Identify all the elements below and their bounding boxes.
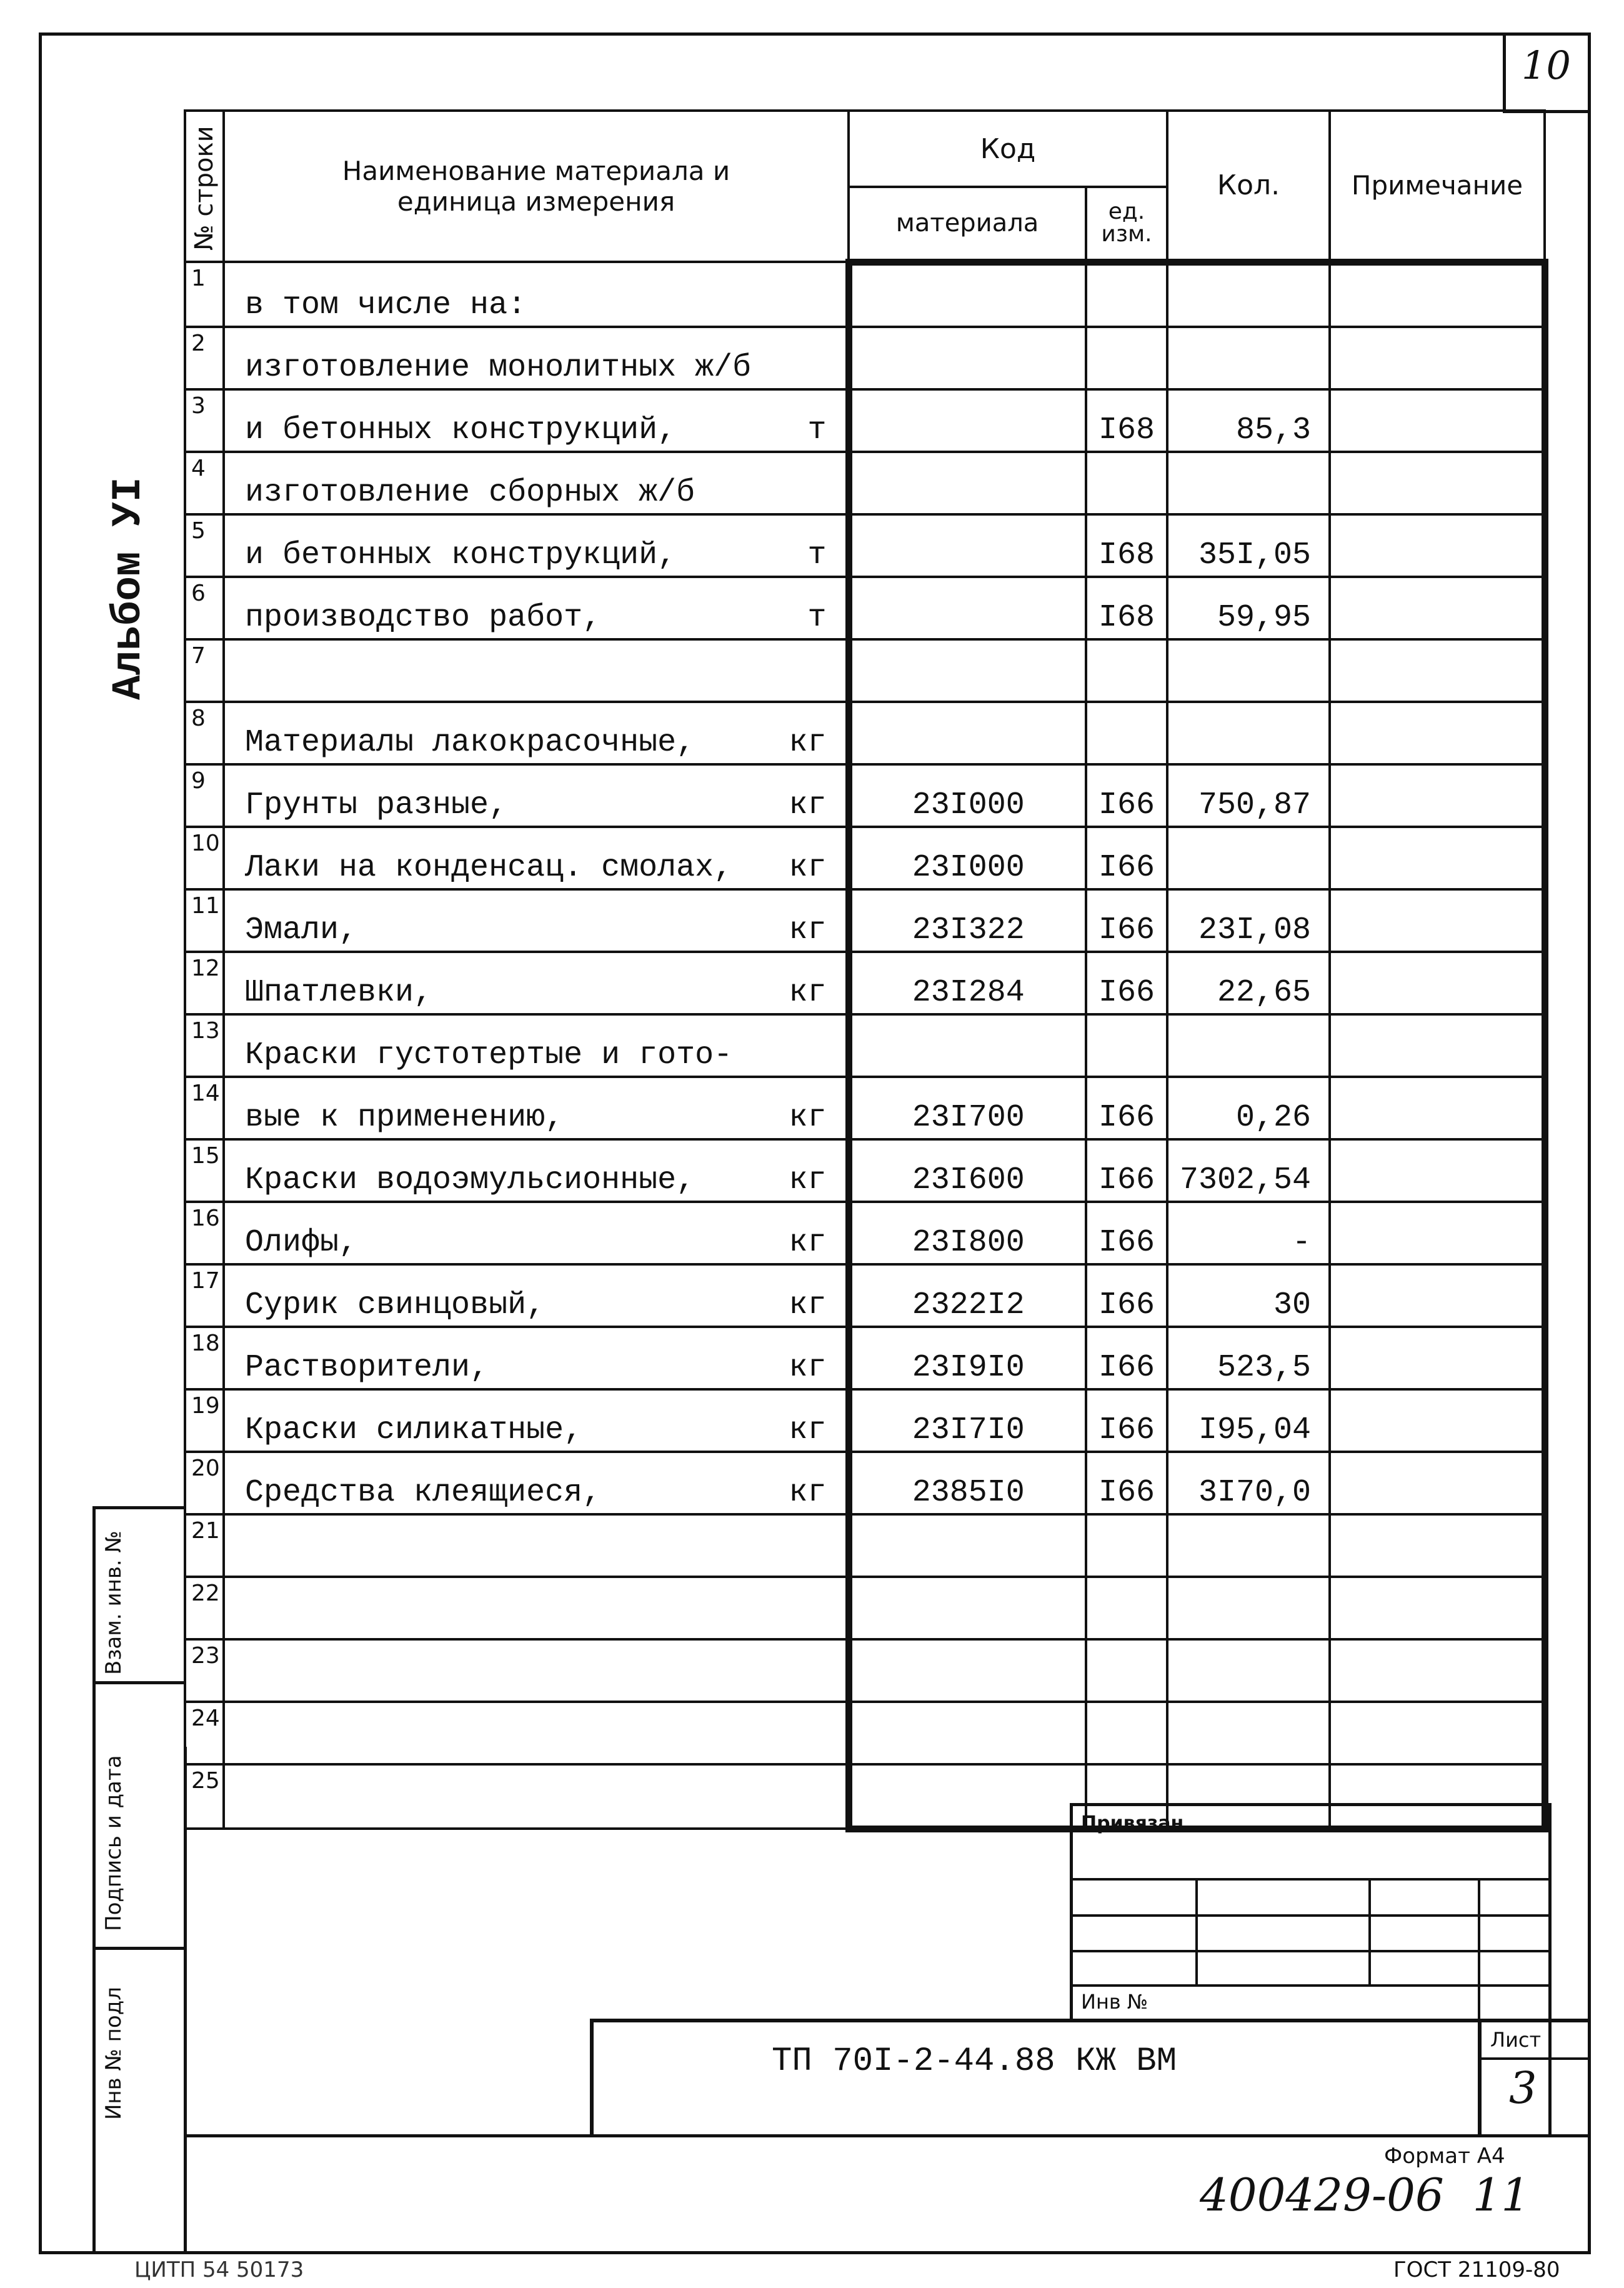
note-cell bbox=[1330, 389, 1545, 452]
table-row bbox=[185, 1577, 1545, 1639]
note-cell bbox=[1330, 1202, 1545, 1264]
material-name: Растворители, bbox=[245, 1349, 489, 1386]
row-number: 24 bbox=[191, 1705, 220, 1731]
table-cell bbox=[224, 639, 849, 702]
table-cell bbox=[1167, 452, 1330, 514]
table-cell bbox=[849, 889, 1086, 952]
table-cell bbox=[224, 889, 849, 952]
table-row bbox=[185, 1389, 1545, 1452]
table-cell bbox=[224, 702, 849, 764]
table-row bbox=[185, 1139, 1545, 1202]
frame-left bbox=[39, 32, 42, 2254]
stamp-podpis: Подпись и дата bbox=[101, 1755, 126, 1931]
unit: кг bbox=[789, 1412, 827, 1448]
material-code: 23I7I0 bbox=[912, 1412, 1025, 1448]
footer-right: ГОСТ 21109-80 bbox=[1393, 2257, 1560, 2282]
table-row bbox=[185, 889, 1545, 952]
quantity: 750,87 bbox=[1198, 787, 1311, 823]
quantity: 85,3 bbox=[1235, 412, 1311, 448]
table-cell bbox=[185, 262, 224, 327]
frame-right bbox=[1588, 32, 1591, 2254]
table-cell bbox=[1167, 1139, 1330, 1202]
row-number: 8 bbox=[191, 705, 206, 731]
unit: кг bbox=[789, 1099, 827, 1136]
table-row bbox=[185, 702, 1545, 764]
quantity: 3I70,0 bbox=[1198, 1474, 1311, 1511]
table-cell bbox=[1167, 1639, 1330, 1702]
table-cell bbox=[1086, 1014, 1167, 1077]
table-cell bbox=[1086, 327, 1167, 389]
note-cell bbox=[1330, 1702, 1545, 1764]
table-cell bbox=[1086, 764, 1167, 827]
row-number: 9 bbox=[191, 767, 206, 794]
row-number: 18 bbox=[191, 1330, 220, 1356]
handwritten-code: 400429-06 11 bbox=[1200, 2169, 1530, 2221]
table-cell bbox=[1086, 827, 1167, 889]
stamp-vzam: Взам. инв. № bbox=[101, 1531, 126, 1675]
row-number: 19 bbox=[191, 1392, 220, 1419]
table-cell bbox=[224, 327, 849, 389]
note-cell bbox=[1330, 1452, 1545, 1514]
note-cell bbox=[1330, 577, 1545, 639]
table-cell bbox=[1086, 1452, 1167, 1514]
table-cell bbox=[849, 1639, 1086, 1702]
table-cell bbox=[224, 1577, 849, 1639]
note-cell bbox=[1330, 1077, 1545, 1139]
table-cell bbox=[849, 1327, 1086, 1389]
table-cell bbox=[1086, 1077, 1167, 1139]
table-cell bbox=[185, 1577, 224, 1639]
table-cell bbox=[849, 1702, 1086, 1764]
table-cell bbox=[1167, 889, 1330, 952]
table-row bbox=[185, 1764, 1545, 1829]
unit: кг bbox=[789, 1287, 827, 1323]
table-cell bbox=[185, 764, 224, 827]
table-row bbox=[185, 1014, 1545, 1077]
table-row bbox=[185, 764, 1545, 827]
table-cell bbox=[185, 1452, 224, 1514]
table-cell bbox=[185, 889, 224, 952]
table-cell bbox=[185, 1139, 224, 1202]
material-code: 23I700 bbox=[912, 1099, 1025, 1136]
table-cell bbox=[1086, 1327, 1167, 1389]
row-number: 11 bbox=[191, 892, 220, 919]
unit-code: I66 bbox=[1098, 1224, 1155, 1261]
row-number: 16 bbox=[191, 1205, 220, 1231]
table-cell bbox=[1167, 764, 1330, 827]
unit-code: I66 bbox=[1098, 1287, 1155, 1323]
inv-no-label: Инв № bbox=[1081, 1990, 1148, 2014]
table-cell bbox=[849, 1139, 1086, 1202]
table-cell bbox=[185, 1764, 224, 1829]
material-name: Грунты разные, bbox=[245, 787, 508, 823]
table-row bbox=[185, 1514, 1545, 1577]
note-cell bbox=[1330, 452, 1545, 514]
table-cell bbox=[185, 1264, 224, 1327]
materials-table bbox=[184, 109, 1548, 1832]
table-cell bbox=[849, 1452, 1086, 1514]
table-cell bbox=[224, 1514, 849, 1577]
table-row bbox=[185, 952, 1545, 1014]
material-name: Сурик свинцовый, bbox=[245, 1287, 545, 1323]
unit: кг bbox=[789, 1349, 827, 1386]
table-row bbox=[185, 262, 1545, 327]
material-name: Материалы лакокрасочные, bbox=[245, 724, 695, 761]
unit: кг bbox=[789, 724, 827, 761]
table-cell bbox=[224, 952, 849, 1014]
table-row bbox=[185, 1264, 1545, 1327]
material-name: изготовление сборных ж/б bbox=[245, 474, 695, 511]
table-cell bbox=[849, 1202, 1086, 1264]
table-row bbox=[185, 1077, 1545, 1139]
header-code-unit: ед. изм. bbox=[1086, 187, 1167, 262]
material-name: Лаки на конденсац. смолах, bbox=[245, 849, 733, 886]
row-number: 22 bbox=[191, 1580, 220, 1606]
row-number: 15 bbox=[191, 1142, 220, 1169]
table-cell bbox=[849, 1577, 1086, 1639]
table-cell bbox=[849, 702, 1086, 764]
row-number: 14 bbox=[191, 1080, 220, 1106]
table-cell bbox=[1086, 952, 1167, 1014]
note-cell bbox=[1330, 1139, 1545, 1202]
table-cell bbox=[185, 577, 224, 639]
unit: т bbox=[807, 599, 827, 636]
material-name: Краски водоэмульсионные, bbox=[245, 1162, 695, 1198]
table-cell bbox=[224, 1139, 849, 1202]
quantity: 35I,05 bbox=[1198, 537, 1311, 573]
table-cell bbox=[224, 1077, 849, 1139]
table-cell bbox=[1167, 1327, 1330, 1389]
row-number: 12 bbox=[191, 955, 220, 981]
table-cell bbox=[849, 327, 1086, 389]
table-cell bbox=[1086, 1514, 1167, 1577]
table-cell bbox=[849, 639, 1086, 702]
unit-code: I66 bbox=[1098, 787, 1155, 823]
table-cell bbox=[849, 389, 1086, 452]
table-cell bbox=[185, 1327, 224, 1389]
table-cell bbox=[1086, 1202, 1167, 1264]
row-number: 1 bbox=[191, 266, 206, 291]
table-cell bbox=[185, 702, 224, 764]
table-cell bbox=[1086, 1639, 1167, 1702]
unit-code: I66 bbox=[1098, 1412, 1155, 1448]
table-cell bbox=[224, 1764, 849, 1829]
table-row bbox=[185, 514, 1545, 577]
quantity: 59,95 bbox=[1217, 599, 1311, 636]
table-cell bbox=[849, 577, 1086, 639]
sheet-number-top: 10 bbox=[1522, 42, 1571, 88]
table-cell bbox=[1167, 1264, 1330, 1327]
quantity: - bbox=[1292, 1224, 1311, 1261]
row-number: 20 bbox=[191, 1455, 220, 1481]
material-code: 23I800 bbox=[912, 1224, 1025, 1261]
unit: кг bbox=[789, 1162, 827, 1198]
table-cell bbox=[185, 1514, 224, 1577]
table-cell bbox=[1086, 262, 1167, 327]
header-note: Примечание bbox=[1330, 111, 1545, 262]
table-cell bbox=[1167, 1577, 1330, 1639]
header-qty: Кол. bbox=[1167, 111, 1330, 262]
format-label: Формат А4 bbox=[1384, 2144, 1505, 2169]
table-cell bbox=[849, 827, 1086, 889]
unit: кг bbox=[789, 787, 827, 823]
table-cell bbox=[1086, 1702, 1167, 1764]
unit-code: I66 bbox=[1098, 1474, 1155, 1511]
header-code: Код bbox=[849, 111, 1167, 187]
table-row bbox=[185, 577, 1545, 639]
material-code: 23I000 bbox=[912, 787, 1025, 823]
table-cell bbox=[849, 1514, 1086, 1577]
table-cell bbox=[1167, 1077, 1330, 1139]
unit: кг bbox=[789, 1224, 827, 1261]
table-cell bbox=[224, 1452, 849, 1514]
unit: т bbox=[807, 412, 827, 448]
quantity: 22,65 bbox=[1217, 974, 1311, 1011]
table-cell bbox=[185, 1639, 224, 1702]
note-cell bbox=[1330, 1639, 1545, 1702]
quantity: 0,26 bbox=[1235, 1099, 1311, 1136]
row-number: 17 bbox=[191, 1267, 220, 1294]
row-number: 6 bbox=[191, 580, 206, 606]
table-cell bbox=[1167, 1202, 1330, 1264]
table-cell bbox=[224, 1639, 849, 1702]
table-row bbox=[185, 1639, 1545, 1702]
unit-code: I66 bbox=[1098, 1349, 1155, 1386]
unit: кг bbox=[789, 849, 827, 886]
table-cell bbox=[849, 1264, 1086, 1327]
unit-code: I66 bbox=[1098, 849, 1155, 886]
designation: ТП 70I-2-44.88 КЖ ВМ bbox=[772, 2042, 1177, 2081]
table-cell bbox=[224, 452, 849, 514]
material-name: Средства клеящиеся, bbox=[245, 1474, 602, 1511]
quantity: 523,5 bbox=[1217, 1349, 1311, 1386]
frame-top bbox=[39, 32, 1591, 36]
table-cell bbox=[185, 639, 224, 702]
table-cell bbox=[185, 514, 224, 577]
table-cell bbox=[1086, 389, 1167, 452]
material-code: 23I600 bbox=[912, 1162, 1025, 1198]
table-row bbox=[185, 1202, 1545, 1264]
table-cell bbox=[224, 389, 849, 452]
table-cell bbox=[1167, 1514, 1330, 1577]
unit-code: I66 bbox=[1098, 974, 1155, 1011]
table-cell bbox=[224, 1702, 849, 1764]
table-cell bbox=[185, 389, 224, 452]
unit: кг bbox=[789, 912, 827, 948]
note-cell bbox=[1330, 1577, 1545, 1639]
table-cell bbox=[224, 1202, 849, 1264]
quantity: 7302,54 bbox=[1179, 1162, 1311, 1198]
note-cell bbox=[1330, 1389, 1545, 1452]
table-cell bbox=[1086, 1139, 1167, 1202]
material-name: Краски густотертые и гото- bbox=[245, 1037, 733, 1073]
note-cell bbox=[1330, 1014, 1545, 1077]
table-cell bbox=[1167, 827, 1330, 889]
table-cell bbox=[1086, 1389, 1167, 1452]
list-number: 3 bbox=[1509, 2062, 1537, 2114]
table-cell bbox=[224, 514, 849, 577]
unit-code: I68 bbox=[1098, 537, 1155, 573]
table-cell bbox=[1086, 639, 1167, 702]
quantity: 23I,08 bbox=[1198, 912, 1311, 948]
unit: кг bbox=[789, 1474, 827, 1511]
note-cell bbox=[1330, 327, 1545, 389]
table-cell bbox=[1086, 452, 1167, 514]
unit-code: I66 bbox=[1098, 1099, 1155, 1136]
table-row bbox=[185, 1327, 1545, 1389]
table-cell bbox=[849, 1764, 1086, 1829]
album-label: Альбом УI bbox=[105, 477, 152, 700]
material-name: Эмали, bbox=[245, 912, 358, 948]
material-name: изготовление монолитных ж/б bbox=[245, 349, 752, 386]
table-cell bbox=[185, 452, 224, 514]
table-cell bbox=[1167, 577, 1330, 639]
note-cell bbox=[1330, 1264, 1545, 1327]
table-cell bbox=[849, 262, 1086, 327]
table-cell bbox=[224, 827, 849, 889]
table-cell bbox=[1167, 389, 1330, 452]
material-code: 2322I2 bbox=[912, 1287, 1025, 1323]
row-number: 10 bbox=[191, 830, 220, 856]
note-cell bbox=[1330, 952, 1545, 1014]
note-cell bbox=[1330, 514, 1545, 577]
privyazan-label: Привязан bbox=[1081, 1812, 1184, 1834]
table-cell bbox=[185, 1389, 224, 1452]
material-name: и бетонных конструкций, bbox=[245, 537, 677, 573]
list-label: Лист bbox=[1490, 2028, 1542, 2052]
table-cell bbox=[1086, 514, 1167, 577]
material-name: вые к применению, bbox=[245, 1099, 564, 1136]
row-number: 7 bbox=[191, 642, 206, 669]
table-cell bbox=[224, 1327, 849, 1389]
material-code: 2385I0 bbox=[912, 1474, 1025, 1511]
unit-code: I68 bbox=[1098, 412, 1155, 448]
table-row bbox=[185, 639, 1545, 702]
note-cell bbox=[1330, 1514, 1545, 1577]
table-cell bbox=[849, 952, 1086, 1014]
table-row bbox=[185, 452, 1545, 514]
table-cell bbox=[1167, 514, 1330, 577]
table-cell bbox=[849, 1014, 1086, 1077]
unit-code: I66 bbox=[1098, 1162, 1155, 1198]
table-cell bbox=[849, 1389, 1086, 1452]
table-row bbox=[185, 1702, 1545, 1764]
table-cell bbox=[224, 1014, 849, 1077]
table-cell bbox=[1086, 889, 1167, 952]
table-cell bbox=[1086, 702, 1167, 764]
table-cell bbox=[1167, 702, 1330, 764]
note-cell bbox=[1330, 889, 1545, 952]
table-cell bbox=[224, 262, 849, 327]
note-cell bbox=[1330, 639, 1545, 702]
row-number: 25 bbox=[191, 1767, 220, 1794]
table-cell bbox=[185, 1014, 224, 1077]
material-name: в том числе на: bbox=[245, 287, 527, 323]
table-cell bbox=[1086, 1264, 1167, 1327]
table-cell bbox=[1167, 1389, 1330, 1452]
material-name: Шпатлевки, bbox=[245, 974, 433, 1011]
table-cell bbox=[1167, 639, 1330, 702]
note-cell bbox=[1330, 262, 1545, 327]
frame-bottom bbox=[39, 2251, 1591, 2254]
footer-left: ЦИТП 54 50173 bbox=[134, 2257, 304, 2282]
row-number: 4 bbox=[191, 455, 206, 481]
table-cell bbox=[185, 327, 224, 389]
table-cell bbox=[185, 1702, 224, 1764]
quantity: I95,04 bbox=[1198, 1412, 1311, 1448]
row-number: 13 bbox=[191, 1017, 220, 1044]
unit: кг bbox=[789, 974, 827, 1011]
material-code: 23I322 bbox=[912, 912, 1025, 948]
table-cell bbox=[1167, 1014, 1330, 1077]
table-cell bbox=[1167, 952, 1330, 1014]
table-cell bbox=[1086, 1577, 1167, 1639]
note-cell bbox=[1330, 827, 1545, 889]
unit-code: I66 bbox=[1098, 912, 1155, 948]
row-number: 3 bbox=[191, 392, 206, 419]
header-code-material: материала bbox=[849, 187, 1086, 262]
table-cell bbox=[185, 827, 224, 889]
row-number: 21 bbox=[191, 1517, 220, 1544]
table-row bbox=[185, 327, 1545, 389]
table-row bbox=[185, 1452, 1545, 1514]
table-cell bbox=[849, 452, 1086, 514]
table-row bbox=[185, 827, 1545, 889]
note-cell bbox=[1330, 1764, 1545, 1829]
header-row-no: № строки bbox=[185, 111, 224, 262]
table-cell bbox=[185, 952, 224, 1014]
material-name: производство работ, bbox=[245, 599, 602, 636]
table-cell bbox=[1167, 262, 1330, 327]
table-cell bbox=[849, 1077, 1086, 1139]
table-cell bbox=[1086, 577, 1167, 639]
table-row bbox=[185, 389, 1545, 452]
material-name: Краски силикатные, bbox=[245, 1412, 583, 1448]
note-cell bbox=[1330, 1327, 1545, 1389]
row-number: 5 bbox=[191, 517, 206, 544]
material-name: Олифы, bbox=[245, 1224, 358, 1261]
stamp-inv: Инв № подл bbox=[101, 1987, 126, 2120]
table-cell bbox=[1167, 1702, 1330, 1764]
note-cell bbox=[1330, 702, 1545, 764]
table-cell bbox=[224, 1264, 849, 1327]
table-cell bbox=[1167, 1764, 1330, 1829]
table-cell bbox=[849, 514, 1086, 577]
header-name: Наименование материала и единица измерения bbox=[224, 111, 849, 262]
table-cell bbox=[185, 1202, 224, 1264]
table-cell bbox=[1167, 1452, 1330, 1514]
table-cell bbox=[185, 1077, 224, 1139]
table-cell bbox=[849, 764, 1086, 827]
table-cell bbox=[1167, 327, 1330, 389]
material-code: 23I284 bbox=[912, 974, 1025, 1011]
material-code: 23I000 bbox=[912, 849, 1025, 886]
quantity: 30 bbox=[1273, 1287, 1311, 1323]
table-cell bbox=[224, 764, 849, 827]
table-cell bbox=[224, 577, 849, 639]
note-cell bbox=[1330, 764, 1545, 827]
material-name: и бетонных конструкций, bbox=[245, 412, 677, 448]
unit-code: I68 bbox=[1098, 599, 1155, 636]
material-code: 23I9I0 bbox=[912, 1349, 1025, 1386]
row-number: 2 bbox=[191, 330, 206, 356]
table-cell bbox=[224, 1389, 849, 1452]
unit: т bbox=[807, 537, 827, 573]
row-number: 23 bbox=[191, 1642, 220, 1669]
